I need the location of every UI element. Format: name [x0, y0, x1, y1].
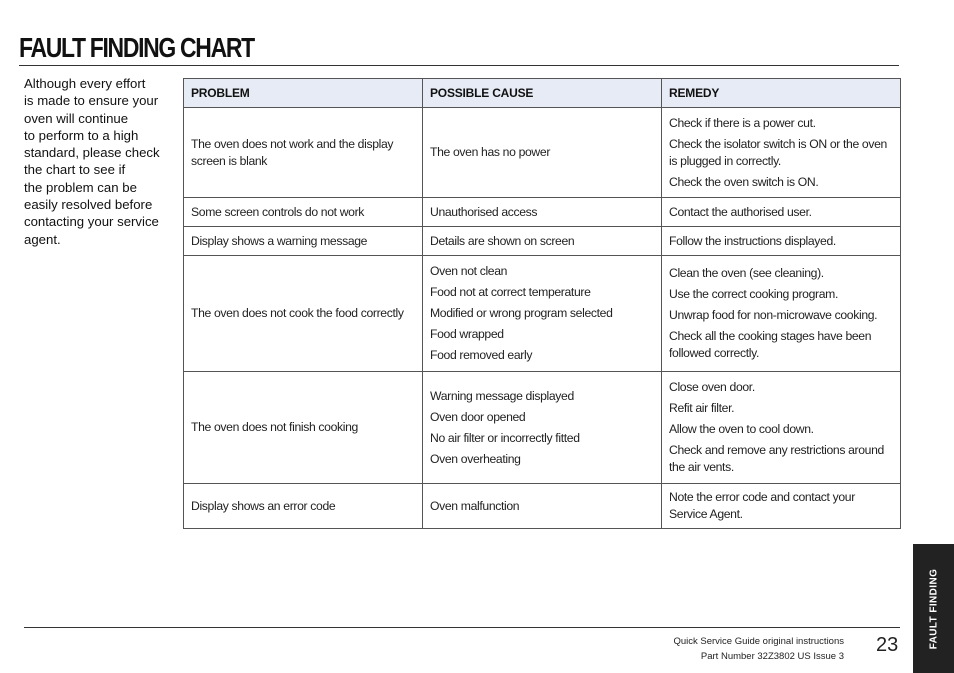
remedy-text: Clean the oven (see cleaning).: [669, 266, 824, 280]
cause-cell: [423, 256, 662, 372]
remedy-text: Service Agent.: [669, 507, 743, 521]
problem-cell: [184, 484, 423, 529]
section-tab-label: FAULT FINDING: [928, 568, 939, 649]
fault-finding-table: [183, 78, 901, 529]
cause-cell: [423, 372, 662, 484]
table-row: [184, 198, 901, 227]
remedy-text: Unwrap food for non-microwave cooking.: [669, 308, 878, 322]
remedy-text: the air vents.: [669, 460, 734, 474]
remedy-text: Follow the instructions displayed.: [669, 233, 836, 248]
cause-cell: [423, 227, 662, 256]
remedy-item: [669, 377, 893, 398]
remedy-text: Check the oven switch is ON.: [669, 174, 819, 189]
remedy-item: [669, 113, 893, 134]
intro-line: to perform to a high: [24, 127, 139, 143]
intro-line: oven will continue: [24, 110, 129, 126]
title-divider: [19, 65, 899, 66]
cause-item: Oven malfunction: [430, 498, 520, 513]
problem-text: Some screen controls do not work: [191, 204, 365, 219]
remedy-cell: [662, 484, 901, 529]
table-header-row: [184, 79, 901, 108]
cause-item: Warning message displayed: [430, 388, 574, 403]
intro-line: the problem can be: [24, 179, 137, 195]
remedy-text: Refit air filter.: [669, 401, 735, 415]
cause-item: Unauthorised access: [430, 204, 538, 219]
table-row: [184, 372, 901, 484]
header-problem: PROBLEM: [184, 79, 423, 108]
problem-cell: [184, 372, 423, 484]
remedy-text: Close oven door.: [669, 380, 755, 394]
cause-item: The oven has no power: [430, 145, 551, 159]
header-remedy: REMEDY: [662, 79, 901, 108]
remedy-text: Check and remove any restrictions around: [669, 443, 884, 457]
page-number: 23: [876, 634, 899, 656]
cause-item: Oven door opened: [430, 409, 526, 424]
remedy-item: [669, 284, 893, 305]
remedy-item: [669, 134, 893, 172]
cause-cell: [423, 484, 662, 529]
cause-item: Oven not clean: [430, 264, 508, 278]
problem-text: The oven does not work and the display: [191, 136, 394, 151]
cause-cell: [423, 198, 662, 227]
remedy-cell: [662, 198, 901, 227]
remedy-item: [669, 398, 893, 419]
cause-item: Food wrapped: [430, 327, 504, 341]
remedy-text: followed correctly.: [669, 346, 759, 360]
problem-cell: [184, 198, 423, 227]
remedy-item: [669, 305, 893, 326]
footer-part-number: Part Number 32Z3802 US Issue 3: [700, 651, 844, 662]
problem-cell: [184, 227, 423, 256]
problem-cell: [184, 108, 423, 198]
problem-text: Display shows an error code: [191, 498, 336, 513]
remedy-item: [669, 419, 893, 440]
remedy-item: [669, 172, 893, 193]
footer-guide-title: Quick Service Guide original instructions: [673, 636, 844, 647]
table-row: [184, 108, 901, 198]
remedy-text: Use the correct cooking program.: [669, 287, 838, 301]
remedy-text: Contact the authorised user.: [669, 204, 812, 219]
cause-item: Food removed early: [430, 348, 533, 362]
table-row: [184, 484, 901, 529]
cause-item: Details are shown on screen: [430, 233, 575, 248]
intro-paragraph: [24, 75, 170, 248]
remedy-item: [669, 440, 893, 478]
cause-item: Modified or wrong program selected: [430, 306, 613, 320]
problem-text: The oven does not finish cooking: [191, 420, 358, 434]
footer-info: [673, 634, 844, 664]
cause-cell: [423, 108, 662, 198]
section-tab: [913, 544, 954, 673]
cause-item: Food not at correct temperature: [430, 285, 591, 299]
header-possible-cause: POSSIBLE CAUSE: [423, 79, 662, 108]
remedy-item: [669, 263, 893, 284]
intro-line: easily resolved before: [24, 197, 153, 213]
remedy-text: Check all the cooking stages have been: [669, 329, 872, 343]
problem-text: The oven does not cook the food correctly: [191, 306, 404, 320]
cause-item: Oven overheating: [430, 451, 521, 466]
remedy-text: Check if there is a power cut.: [669, 115, 816, 130]
remedy-text: is plugged in correctly.: [669, 153, 781, 168]
intro-line: contacting your service: [24, 214, 159, 230]
remedy-cell: [662, 227, 901, 256]
intro-line: is made to ensure your: [24, 93, 159, 109]
remedy-cell: [662, 108, 901, 198]
page-title: FAULT FINDING CHART: [19, 32, 254, 63]
cause-item: No air filter or incorrectly fitted: [430, 430, 580, 445]
problem-cell: [184, 256, 423, 372]
remedy-cell: [662, 256, 901, 372]
remedy-text: Check the isolator switch is ON or the oven: [669, 136, 887, 151]
remedy-item: [669, 326, 893, 364]
problem-text: Display shows a warning message: [191, 233, 368, 248]
remedy-cell: [662, 372, 901, 484]
remedy-text: Note the error code and contact your: [669, 490, 855, 504]
table-row: [184, 256, 901, 372]
intro-line: agent.: [24, 231, 61, 247]
intro-line: standard, please check: [24, 145, 160, 161]
intro-line: Although every effort: [24, 76, 146, 91]
table-row: [184, 227, 901, 256]
problem-text: screen is blank: [191, 153, 268, 168]
footer-divider: [24, 627, 900, 628]
intro-line: the chart to see if: [24, 162, 126, 178]
remedy-text: Allow the oven to cool down.: [669, 422, 814, 436]
